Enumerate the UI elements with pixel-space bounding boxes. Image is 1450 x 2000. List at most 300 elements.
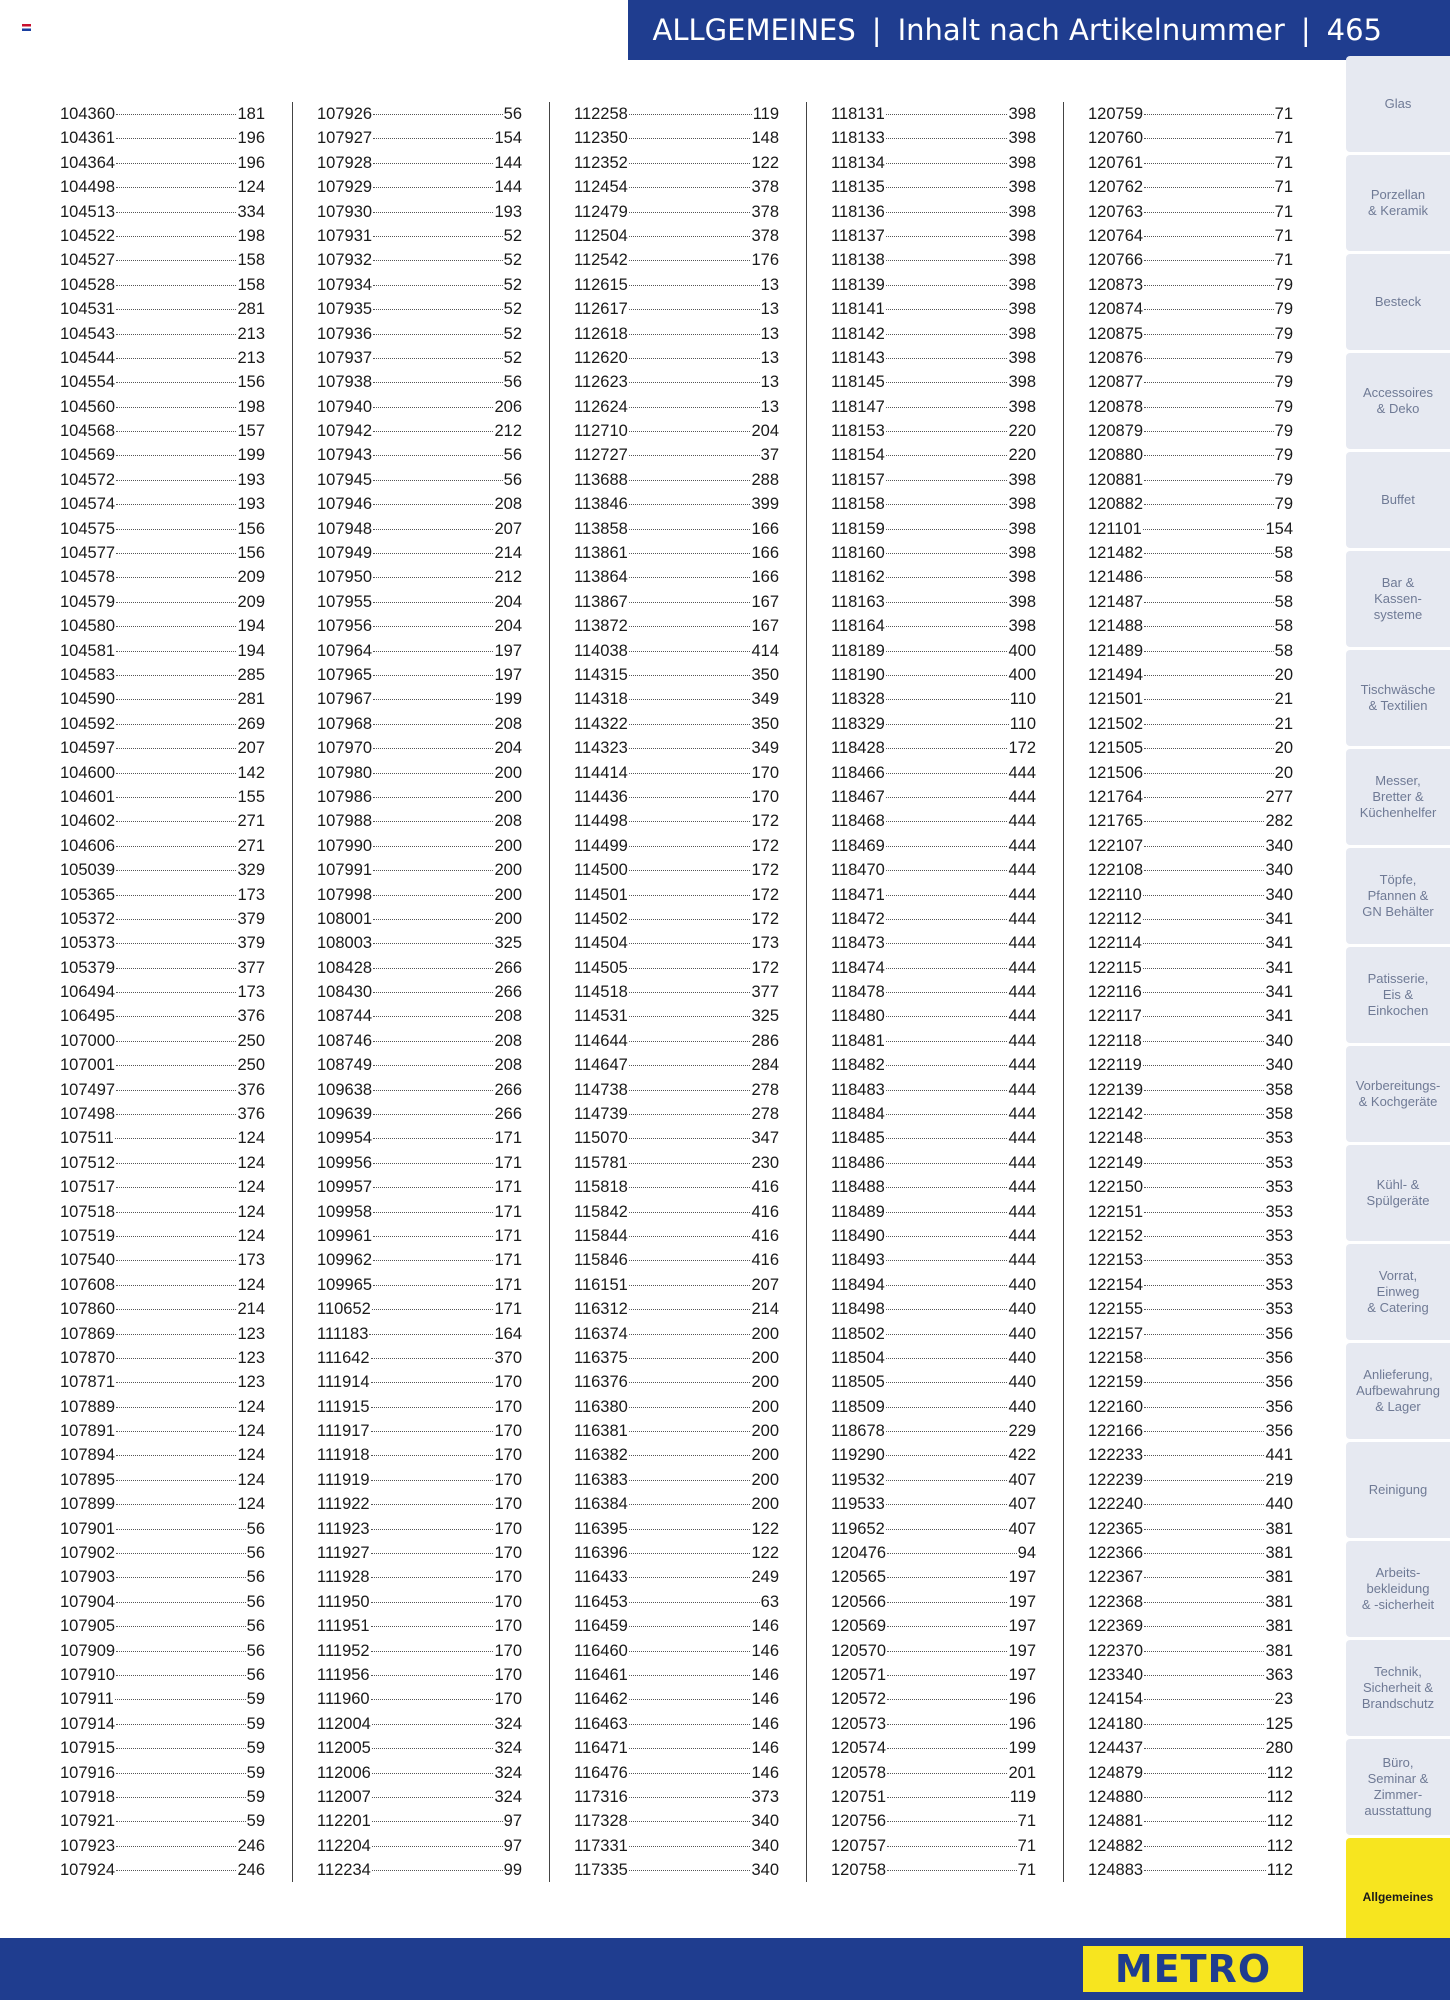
page-reference: 200 [494, 885, 522, 904]
leader-dots [629, 1211, 751, 1213]
index-entry [1088, 1858, 1293, 1882]
leader-dots [886, 357, 1008, 359]
page-reference: 398 [1008, 568, 1036, 587]
page-reference: 444 [1008, 1226, 1036, 1245]
leader-dots [886, 406, 1008, 408]
leader-dots [629, 1259, 751, 1261]
category-tab[interactable] [1346, 56, 1450, 152]
leader-dots [116, 723, 236, 725]
category-tab[interactable] [1346, 254, 1450, 350]
index-entry [60, 1517, 265, 1541]
page-reference: 124 [237, 1202, 265, 1221]
index-entry [317, 1809, 522, 1833]
index-entry [1088, 1224, 1293, 1248]
index-entry [60, 1346, 265, 1370]
leader-dots [371, 1381, 494, 1383]
article-number: 118473 [831, 934, 885, 953]
index-entry [60, 346, 265, 370]
leader-dots [629, 1357, 751, 1359]
category-tab[interactable] [1346, 1046, 1450, 1142]
category-tab[interactable] [1346, 452, 1450, 548]
index-entry [1088, 248, 1293, 272]
index-entry [1088, 1004, 1293, 1028]
article-number: 104602 [60, 812, 116, 831]
page-reference: 378 [751, 202, 779, 221]
column-divider [292, 102, 293, 1882]
index-entry [831, 1395, 1036, 1419]
leader-dots [116, 1796, 246, 1798]
leader-dots [1144, 333, 1274, 335]
article-number: 111952 [317, 1641, 370, 1660]
index-entry [574, 175, 779, 199]
leader-dots [116, 1430, 236, 1432]
article-number: 116395 [574, 1519, 628, 1538]
category-tab[interactable] [1346, 650, 1450, 746]
index-entry [60, 1663, 265, 1687]
index-entry [60, 419, 265, 443]
article-number: 120476 [831, 1544, 887, 1563]
leader-dots [629, 1747, 751, 1749]
page-reference: 353 [1265, 1178, 1293, 1197]
leader-dots [886, 211, 1008, 213]
page-reference: 377 [751, 983, 779, 1002]
leader-dots [629, 601, 751, 603]
leader-dots [1143, 1015, 1265, 1017]
page-reference: 207 [751, 1275, 779, 1294]
page-reference: 170 [494, 1641, 522, 1660]
page-reference: 269 [237, 714, 265, 733]
article-number: 114500 [574, 861, 628, 880]
index-entry [60, 931, 265, 955]
category-tab[interactable] [1346, 1541, 1450, 1637]
article-number: 120875 [1088, 324, 1144, 343]
index-entry [1088, 1297, 1293, 1321]
index-entry [317, 1468, 522, 1492]
page-reference: 341 [1265, 1007, 1293, 1026]
leader-dots [886, 942, 1008, 944]
article-number: 107930 [317, 202, 373, 221]
article-number: 113861 [574, 544, 628, 563]
page-reference: 356 [1265, 1373, 1293, 1392]
leader-dots [373, 1113, 493, 1115]
article-number: 118142 [831, 324, 885, 343]
leader-dots [1144, 1137, 1264, 1139]
page-reference: 444 [1008, 1178, 1036, 1197]
article-number: 107948 [317, 519, 373, 538]
page-reference: 156 [237, 544, 265, 563]
article-number: 122367 [1088, 1568, 1144, 1587]
index-entry [317, 1712, 522, 1736]
index-entry [574, 322, 779, 346]
index-entry [574, 1419, 779, 1443]
article-number: 112201 [317, 1812, 371, 1831]
leader-dots [1144, 1528, 1264, 1530]
article-number: 118468 [831, 812, 885, 831]
category-tab[interactable] [1346, 947, 1450, 1043]
leader-dots [629, 284, 760, 286]
leader-dots [373, 942, 493, 944]
index-entry [831, 102, 1036, 126]
leader-dots [116, 1259, 236, 1261]
article-number: 113867 [574, 592, 628, 611]
leader-dots [116, 1747, 246, 1749]
page-reference: 20 [1274, 665, 1293, 684]
page-reference: 197 [1008, 1568, 1036, 1587]
page-reference: 197 [1008, 1617, 1036, 1636]
page-reference: 444 [1008, 1031, 1036, 1050]
index-entry [60, 1126, 265, 1150]
category-tab[interactable] [1346, 1739, 1450, 1835]
page-reference: 13 [760, 397, 779, 416]
page-reference: 398 [1008, 373, 1036, 392]
category-tab[interactable] [1346, 1442, 1450, 1538]
page-reference: 407 [1008, 1470, 1036, 1489]
category-tab[interactable] [1346, 353, 1450, 449]
index-entry [317, 1200, 522, 1224]
article-number: 109638 [317, 1080, 373, 1099]
index-entry [60, 1565, 265, 1589]
page-reference: 214 [494, 544, 522, 563]
leader-dots [629, 1698, 751, 1700]
category-tab-label: Besteck [1374, 294, 1422, 309]
leader-dots [371, 1430, 494, 1432]
category-tab[interactable] [1346, 551, 1450, 647]
index-entry [574, 1102, 779, 1126]
index-entry [1088, 224, 1293, 248]
article-number: 120756 [831, 1812, 887, 1831]
page-reference: 399 [751, 495, 779, 514]
leader-dots [629, 1479, 751, 1481]
page-reference: 197 [494, 641, 522, 660]
article-number: 107942 [317, 422, 373, 441]
category-tab[interactable] [1346, 848, 1450, 944]
leader-dots [116, 1454, 236, 1456]
leader-dots [886, 1113, 1008, 1115]
article-number: 124879 [1088, 1763, 1144, 1782]
article-number: 104581 [60, 641, 116, 660]
index-entry [574, 1346, 779, 1370]
leader-dots [1144, 479, 1274, 481]
category-tab[interactable] [1346, 1640, 1450, 1736]
leader-dots [116, 772, 236, 774]
category-tab[interactable] [1346, 749, 1450, 845]
leader-dots [116, 1601, 246, 1603]
page-reference: 56 [503, 105, 522, 123]
leader-dots [373, 357, 503, 359]
article-number: 118471 [831, 885, 885, 904]
header-separator: | [1300, 13, 1311, 47]
index-entry [831, 1224, 1036, 1248]
leader-dots [116, 1576, 246, 1578]
category-tab[interactable] [1346, 1145, 1450, 1241]
article-number: 122119 [1088, 1056, 1142, 1075]
page-reference: 356 [1265, 1348, 1293, 1367]
article-number: 112479 [574, 202, 628, 221]
leader-dots [373, 333, 503, 335]
index-entry [574, 346, 779, 370]
article-number: 111914 [317, 1373, 370, 1392]
index-entry [1088, 1565, 1293, 1589]
article-number: 122112 [1088, 909, 1142, 928]
article-number: 118145 [831, 373, 885, 392]
leader-dots [629, 747, 751, 749]
article-number: 113846 [574, 495, 628, 514]
article-number: 122240 [1088, 1495, 1144, 1514]
leader-dots [1144, 1503, 1264, 1505]
page-reference: 79 [1274, 300, 1293, 319]
page-reference: 356 [1265, 1422, 1293, 1441]
page-reference: 212 [494, 568, 522, 587]
index-entry [831, 1834, 1036, 1858]
article-number: 124883 [1088, 1861, 1144, 1880]
leader-dots [629, 503, 751, 505]
article-number: 124880 [1088, 1787, 1144, 1806]
leader-dots [629, 1113, 751, 1115]
leader-dots [886, 845, 1008, 847]
leader-dots [886, 1064, 1008, 1066]
index-entry [831, 736, 1036, 760]
page-reference: 271 [237, 812, 265, 831]
leader-dots [886, 674, 1008, 676]
index-entry [574, 200, 779, 224]
category-tab[interactable] [1346, 1343, 1450, 1439]
article-number: 107923 [60, 1836, 116, 1855]
leader-dots [373, 820, 493, 822]
leader-dots [373, 381, 503, 383]
category-tab-label: Anlieferung, Aufbewahrung & Lager [1356, 1367, 1440, 1414]
index-entry [317, 1175, 522, 1199]
index-entry [574, 1029, 779, 1053]
page-reference: 398 [1008, 324, 1036, 343]
index-entry [574, 1541, 779, 1565]
article-number: 107932 [317, 251, 373, 270]
page-reference: 59 [246, 1690, 265, 1709]
article-number: 122158 [1088, 1348, 1144, 1367]
index-entry [1088, 614, 1293, 638]
article-number: 118509 [831, 1397, 885, 1416]
leader-dots [373, 1259, 493, 1261]
category-tab[interactable] [1346, 1244, 1450, 1340]
article-number: 114315 [574, 665, 628, 684]
page-reference: 329 [237, 861, 265, 880]
article-number: 120878 [1088, 397, 1144, 416]
leader-dots [372, 1845, 503, 1847]
article-number: 107938 [317, 373, 373, 392]
leader-dots [629, 1186, 751, 1188]
leader-dots [116, 1186, 236, 1188]
leader-dots [116, 1406, 236, 1408]
page-reference: 340 [751, 1861, 779, 1880]
article-number: 120873 [1088, 275, 1144, 294]
page-reference: 266 [494, 1080, 522, 1099]
article-number: 104606 [60, 836, 116, 855]
index-entry [831, 419, 1036, 443]
article-number: 104513 [60, 202, 116, 221]
index-entry [831, 248, 1036, 272]
page-reference: 379 [237, 909, 265, 928]
index-entry [831, 761, 1036, 785]
page-reference: 209 [237, 592, 265, 611]
leader-dots [1144, 454, 1274, 456]
page-reference: 119 [1009, 1787, 1036, 1806]
index-entry [574, 736, 779, 760]
page-reference: 204 [494, 739, 522, 758]
index-entry [60, 1273, 265, 1297]
leader-dots [886, 1284, 1008, 1286]
page-reference: 171 [494, 1178, 522, 1197]
leader-dots [1144, 1211, 1264, 1213]
page-reference: 325 [751, 1007, 779, 1026]
page-reference: 122 [751, 1519, 779, 1538]
page-reference: 416 [751, 1251, 779, 1270]
page-reference: 288 [751, 470, 779, 489]
article-number: 107998 [317, 885, 373, 904]
leader-dots [629, 406, 760, 408]
article-number: 104583 [60, 665, 116, 684]
article-number: 111917 [317, 1422, 370, 1441]
leader-dots [886, 308, 1008, 310]
page-reference: 444 [1008, 885, 1036, 904]
index-entry [574, 1248, 779, 1272]
leader-dots [116, 113, 236, 115]
index-entry [831, 1029, 1036, 1053]
page-reference: 79 [1274, 470, 1293, 489]
article-number: 107935 [317, 300, 373, 319]
index-entry [831, 126, 1036, 150]
index-entry [60, 297, 265, 321]
category-tab[interactable] [1346, 155, 1450, 251]
page-reference: 23 [1274, 1690, 1293, 1709]
index-entry [1088, 1200, 1293, 1224]
index-entry [60, 468, 265, 492]
article-number: 111183 [317, 1324, 369, 1343]
article-number: 114505 [574, 958, 628, 977]
index-entry [60, 1614, 265, 1638]
page-reference: 172 [1008, 739, 1036, 758]
leader-dots [373, 1284, 493, 1286]
page-reference: 193 [237, 495, 265, 514]
leader-dots [373, 650, 493, 652]
leader-dots [629, 430, 751, 432]
page-reference: 146 [751, 1666, 779, 1684]
page-reference: 444 [1008, 1153, 1036, 1172]
page-reference: 356 [1265, 1397, 1293, 1416]
page-reference: 341 [1265, 983, 1293, 1002]
page-reference: 193 [494, 202, 522, 221]
leader-dots [629, 625, 751, 627]
index-entry [1088, 151, 1293, 175]
page-reference: 444 [1008, 1056, 1036, 1075]
page-reference: 52 [503, 251, 522, 270]
article-number: 120762 [1088, 178, 1144, 197]
page-reference: 59 [246, 1763, 265, 1782]
article-number: 122154 [1088, 1275, 1144, 1294]
leader-dots [887, 1796, 1009, 1798]
page-reference: 123 [237, 1373, 265, 1392]
index-entry [60, 1809, 265, 1833]
article-number: 118466 [831, 763, 885, 782]
index-entry [317, 687, 522, 711]
index-entry [60, 1248, 265, 1272]
page-reference: 246 [237, 1861, 265, 1880]
index-entry [831, 565, 1036, 589]
article-number: 118189 [831, 641, 885, 660]
article-number: 110652 [317, 1300, 371, 1319]
article-number: 121765 [1088, 812, 1144, 831]
page-reference: 197 [494, 665, 522, 684]
leader-dots [887, 1747, 1007, 1749]
leader-dots [116, 1723, 246, 1725]
index-entry [574, 712, 779, 736]
page-reference: 444 [1008, 763, 1036, 782]
category-tab-label: Glas [1384, 96, 1412, 111]
page-reference: 167 [751, 592, 779, 611]
leader-dots [373, 1162, 493, 1164]
page-reference: 363 [1265, 1666, 1293, 1684]
article-number: 104575 [60, 519, 116, 538]
article-number: 122107 [1088, 836, 1144, 855]
column-divider [1063, 102, 1064, 1882]
leader-dots [1144, 1113, 1264, 1115]
article-number: 107001 [60, 1056, 116, 1075]
leader-dots [629, 820, 751, 822]
index-entry [831, 1541, 1036, 1565]
page-reference: 196 [1008, 1690, 1036, 1709]
page-reference: 79 [1274, 446, 1293, 465]
index-entry [831, 639, 1036, 663]
index-entry [574, 1297, 779, 1321]
page-reference: 13 [760, 373, 779, 392]
index-entry [317, 1663, 522, 1687]
article-number: 107968 [317, 714, 373, 733]
article-number: 124180 [1088, 1714, 1144, 1733]
leader-dots [371, 1674, 494, 1676]
index-entry [574, 980, 779, 1004]
leader-dots [116, 333, 236, 335]
page-reference: 172 [751, 861, 779, 880]
page-reference: 13 [760, 348, 779, 367]
index-entry [574, 468, 779, 492]
leader-dots [116, 674, 236, 676]
leader-dots [629, 845, 751, 847]
page-reference: 119 [752, 105, 779, 123]
index-entry [60, 1175, 265, 1199]
category-tab-label: Vorrat, Einweg & Catering [1367, 1268, 1429, 1315]
leader-dots [629, 162, 751, 164]
article-number: 114323 [574, 739, 628, 758]
index-entry [831, 517, 1036, 541]
category-tab-label: Technik, Sicherheit & Brandschutz [1361, 1664, 1435, 1711]
index-entry [574, 1858, 779, 1882]
article-number: 122110 [1088, 885, 1142, 904]
index-entry [60, 736, 265, 760]
index-entry [574, 639, 779, 663]
page-reference: 407 [1008, 1519, 1036, 1538]
index-entry [574, 1468, 779, 1492]
page-reference: 381 [1265, 1519, 1293, 1538]
page-reference: 146 [751, 1690, 779, 1709]
index-entry [60, 1297, 265, 1321]
leader-dots [1144, 1625, 1264, 1627]
article-number: 118428 [831, 739, 885, 758]
page-reference: 170 [494, 1666, 522, 1684]
leader-dots [629, 1040, 751, 1042]
article-number: 118470 [831, 861, 885, 880]
index-entry [317, 1492, 522, 1516]
article-number: 105379 [60, 958, 116, 977]
leader-dots [1143, 1040, 1265, 1042]
index-entry [60, 1590, 265, 1614]
